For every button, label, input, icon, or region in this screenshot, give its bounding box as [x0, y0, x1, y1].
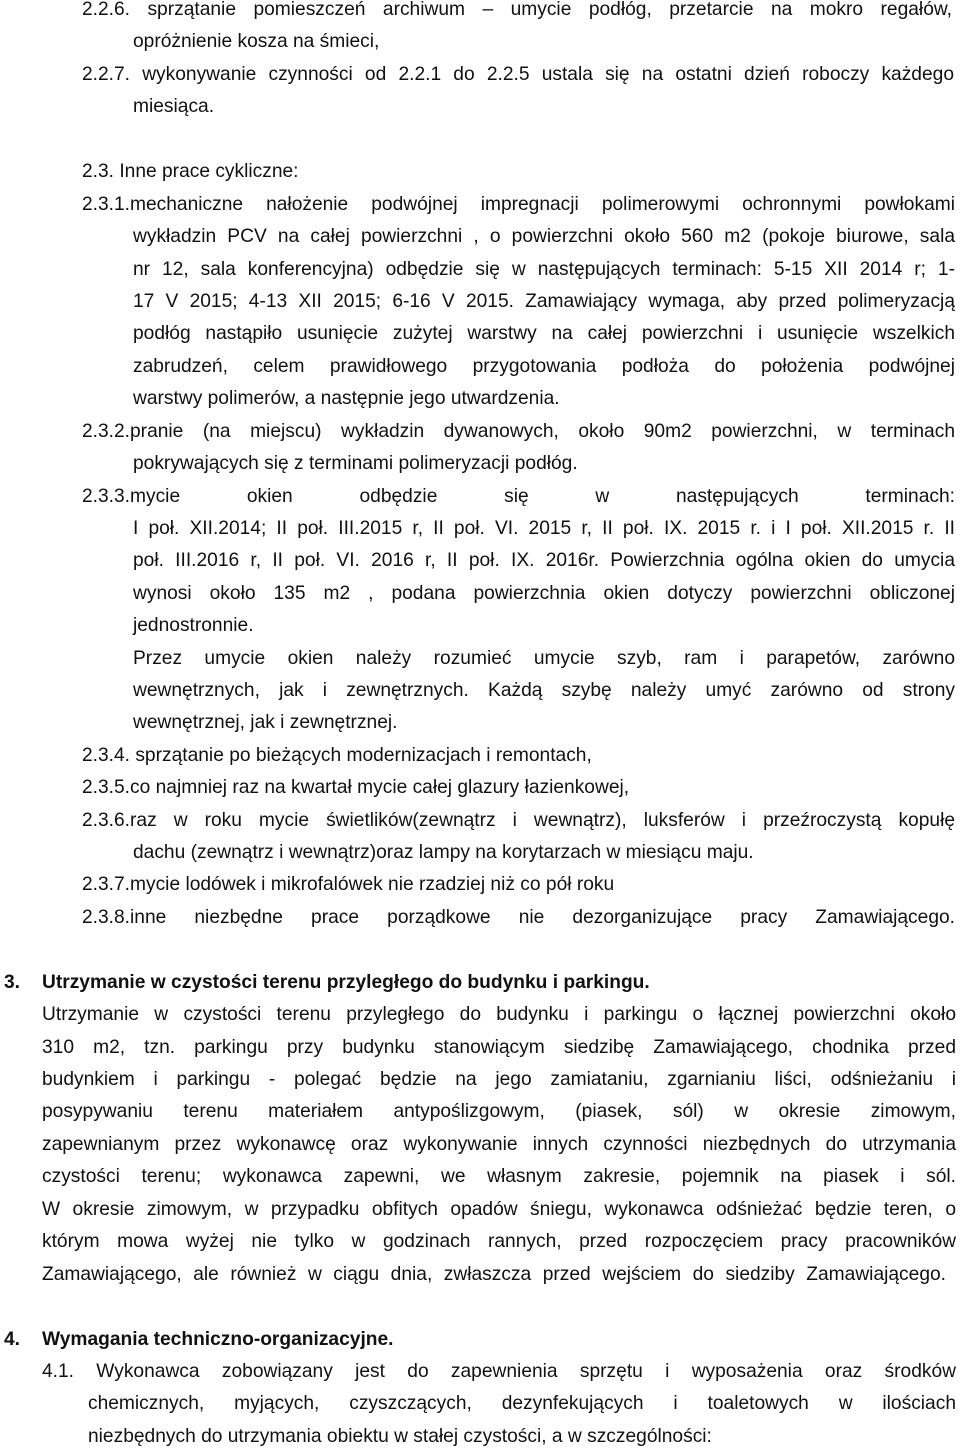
item-2-3-7: 2.3.7.mycie lodówek i mikrofalówek nie rzadziej niż co pół roku	[82, 874, 615, 895]
item-2-3-2: 2.3.2.pranie (na miejscu) wykładzin dywanowych, około 90m2 powierzchni, w terminach	[82, 421, 955, 442]
item-2-3-3: 2.3.3.mycie okien odbędzie się w następujących terminach:	[82, 486, 955, 507]
section-3-title: Utrzymanie w czystości terenu przyległego do budynku i parkingu.	[42, 972, 650, 993]
section-3-text: którym mowa wyżej nie tylko w godzinach rannych, przed rozpoczęciem pracy pracowników	[42, 1231, 956, 1252]
section-4-title: Wymagania techniczno-organizacyjne.	[42, 1329, 394, 1350]
item-2-3-3-cont: I poł. XII.2014; II poł. III.2015 r, II poł. VI. 2015 r, II poł. IX. 2015 r. i I poł. XII.2015 r. II	[133, 518, 955, 539]
section-3-text: 310 m2, tzn. parkingu przy budynku stanowiącym siedzibę Zamawiającego, chodnika przed	[42, 1037, 956, 1058]
item-2-3-1-cont: warstwy polimerów, a następnie jego utwardzenia.	[133, 388, 560, 409]
item-2-3-1-cont: zabrudzeń, celem prawidłowego przygotowania podłoża do położenia podwójnej	[133, 356, 955, 377]
section-3-text: budynkiem i parkingu - polegać będzie na jego zamiataniu, zgarnianiu liści, odśnieżaniu i	[42, 1069, 956, 1090]
item-2-3-8: 2.3.8.inne niezbędne prace porządkowe nie dezorganizujące pracy Zamawiającego.	[82, 907, 955, 928]
item-2-3-3-note: wewnętrznych, jak i zewnętrznych. Każdą szybę należy umyć zarówno od strony	[133, 680, 955, 701]
item-2-3-3-cont: poł. III.2016 r, II poł. VI. 2016 r, II poł. IX. 2016r. Powierzchnia ogólna okien do umycia	[133, 550, 955, 571]
item-2-3-2-cont: pokrywających się z terminami polimeryzacji podłóg.	[133, 453, 578, 474]
item-2-3-3-cont: jednostronnie.	[133, 615, 254, 636]
item-2-3-1-cont: nr 12, sala konferencyjna) odbędzie się w następujących terminach: 5-15 XII 2014 r; 1-	[133, 259, 955, 280]
item-2-3-1-cont: wykładzin PCV na całej powierzchni , o powierzchni około 560 m2 (pokoje biurowe, sala	[133, 226, 955, 247]
section-3-text: posypywaniu terenu materiałem antypoślizgowym, (piasek, sól) w okresie zimowym,	[42, 1101, 956, 1122]
item-2-2-6-cont: opróżnienie kosza na śmieci,	[133, 31, 380, 52]
item-2-3-3-note: wewnętrznej, jak i zewnętrznej.	[133, 712, 398, 733]
section-4-number: 4.	[4, 1329, 21, 1350]
item-2-3-5: 2.3.5.co najmniej raz na kwartał mycie całej glazury łazienkowej,	[82, 777, 630, 798]
item-4-1: 4.1. Wykonawca zobowiązany jest do zapewnienia sprzętu i wyposażenia oraz środków	[42, 1361, 956, 1382]
section-3-number: 3.	[4, 972, 21, 993]
item-2-3-3-note: Przez umycie okien należy rozumieć umycie szyb, ram i parapetów, zarówno	[133, 648, 955, 669]
item-2-3-6-cont: dachu (zewnątrz i wewnątrz)oraz lampy na korytarzach w miesiącu maju.	[133, 842, 754, 863]
item-4-1-cont: chemicznych, myjących, czyszczących, dezynfekujących i toaletowych w ilościach	[88, 1393, 956, 1414]
item-2-2-7: 2.2.7. wykonywanie czynności od 2.2.1 do 2.2.5 ustala się na ostatni dzień roboczy każdego	[82, 64, 954, 85]
item-2-2-6: 2.2.6. sprzątanie pomieszczeń archiwum – umycie podłóg, przetarcie na mokro regałów,	[82, 0, 952, 20]
item-2-2-7-cont: miesiąca.	[133, 96, 215, 117]
section-3-text: Utrzymanie w czystości terenu przyległego do budynku i parkingu o łącznej powierzchni około	[42, 1004, 956, 1025]
item-2-3-1-cont: 17 V 2015; 4-13 XII 2015; 6-16 V 2015. Zamawiający wymaga, aby przed polimeryzacją	[133, 291, 955, 312]
item-2-3-3-cont: wynosi około 135 m2 , podana powierzchnia okien dotyczy powierzchni obliczonej	[133, 583, 955, 604]
section-3-text: Zamawiającego, ale również w ciągu dnia, zwłaszcza przed wejściem do siedziby Zamawiającego.	[42, 1264, 946, 1285]
item-2-3-6: 2.3.6.raz w roku mycie świetlików(zewnątrz i wewnątrz), luksferów i przeźroczystą kopułę	[82, 810, 955, 831]
item-2-3-4: 2.3.4. sprzątanie po bieżących modernizacjach i remontach,	[82, 745, 592, 766]
section-3-text: zapewnianym przez wykonawcę oraz wykonywanie innych czynności niezbędnych do utrzymania	[42, 1134, 956, 1155]
item-4-1-cont: niezbędnych do utrzymania obiektu w stałej czystości, a w szczególności:	[88, 1426, 712, 1447]
section-3-text: czystości terenu; wykonawca zapewni, we własnym zakresie, pojemnik na piasek i sól.	[42, 1166, 956, 1187]
item-2-3-1-cont: podłóg nastąpiło usunięcie zużytej warstwy na całej powierzchni i usunięcie wszelkich	[133, 323, 955, 344]
section-2-3-heading: 2.3. Inne prace cykliczne:	[82, 161, 299, 182]
item-2-3-1: 2.3.1.mechaniczne nałożenie podwójnej impregnacji polimerowymi ochronnymi powłokami	[82, 194, 955, 215]
section-3-text: W okresie zimowym, w przypadku obfitych opadów śniegu, wykonawca odśnieżać będzie teren, o	[42, 1199, 956, 1220]
